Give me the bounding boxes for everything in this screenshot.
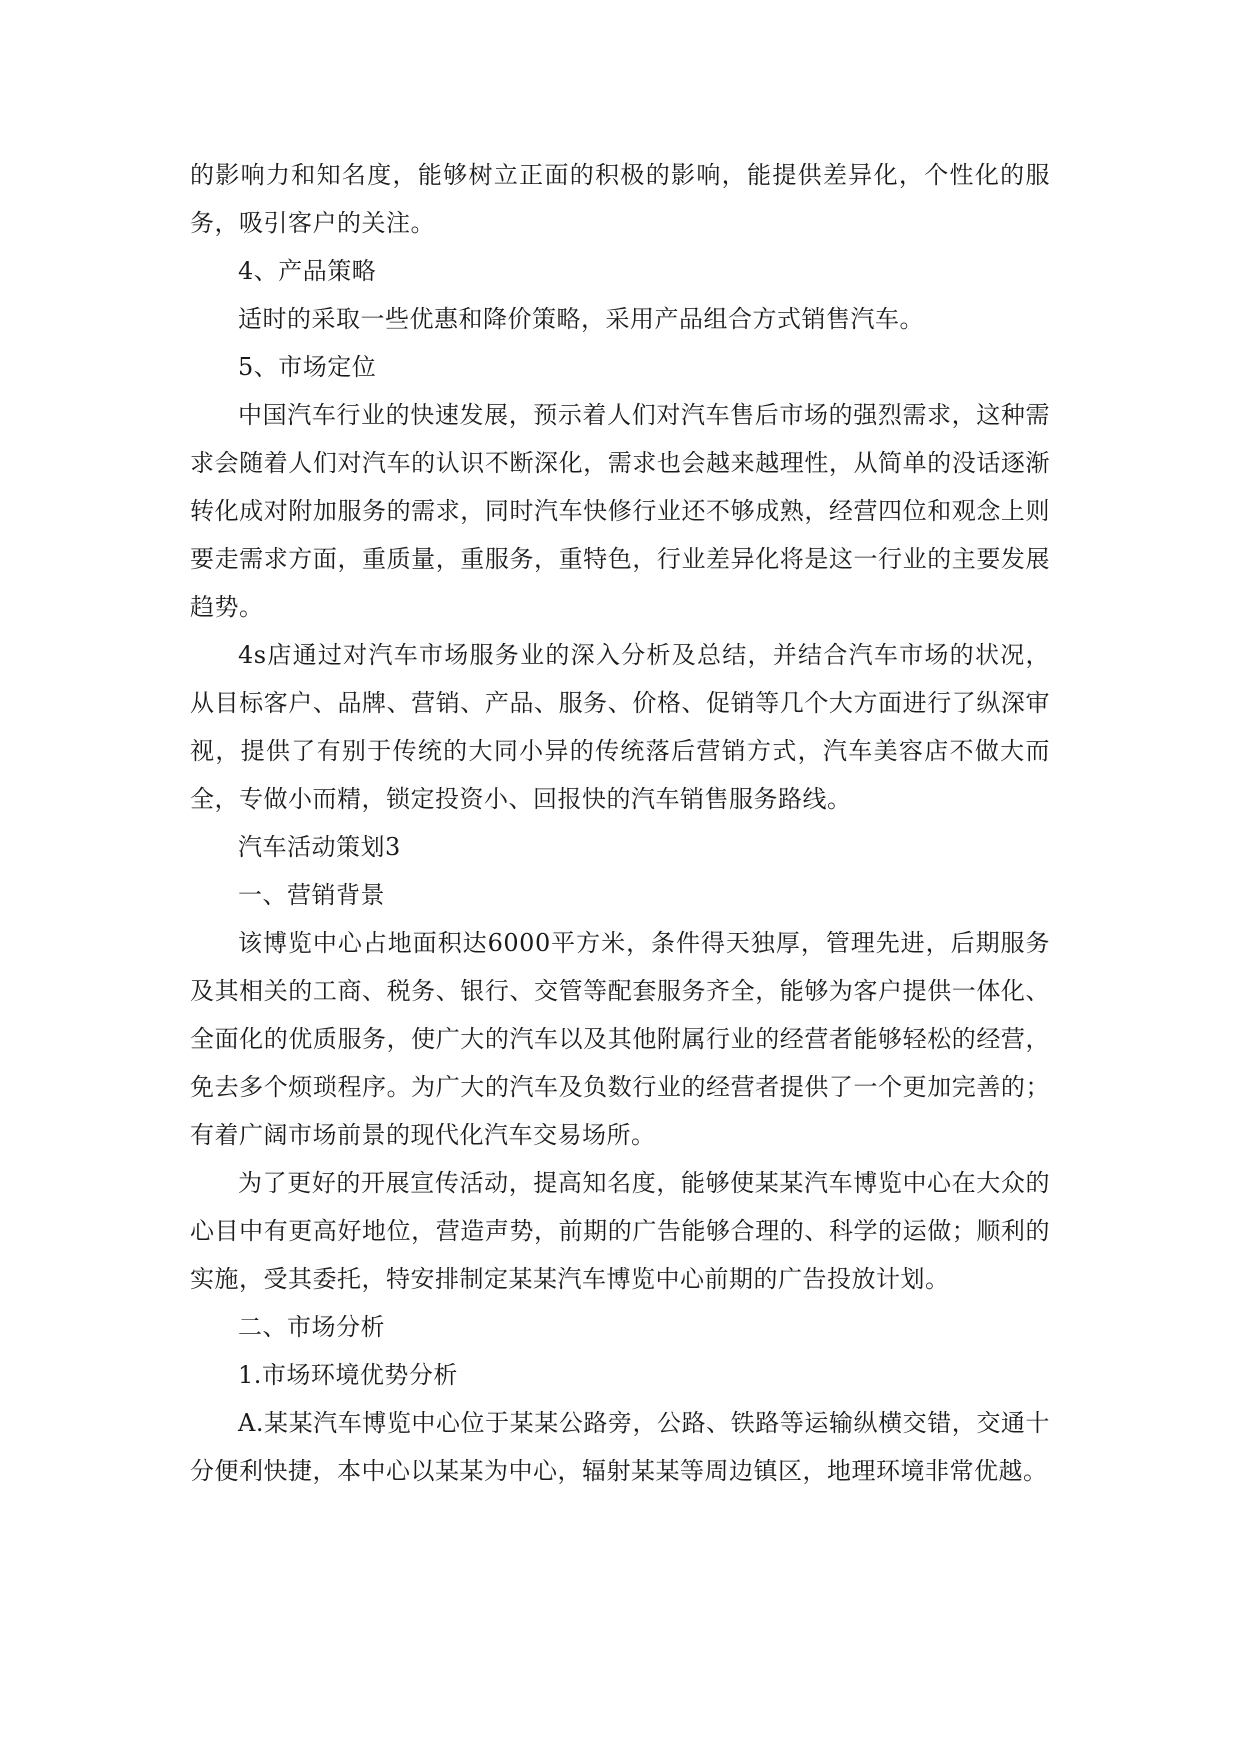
paragraph-expo-center: 该博览中心占地面积达6000平方米，条件得天独厚，管理先进，后期服务及其相关的工商、税务、银行、交管等配套服务齐全，能够为客户提供一体化、全面化的优质服务，使广大的汽车以及其他附属行业的经营者能够轻松的经营，免去多个烦琐程序。为广大的汽车及负数行业的经营者提供了一个更加完善的；有着广阔市场前景的现代化汽车交易场所。 <box>190 929 1050 1149</box>
section-title-plan-3: 汽车活动策划3 <box>238 833 401 861</box>
heading-market-analysis: 二、市场分析 <box>238 1313 385 1341</box>
paragraph-4s-store: 4s店通过对汽车市场服务业的深入分析及总结，并结合汽车市场的状况，从目标客户、品牌、营销、产品、服务、价格、促销等几个大方面进行了纵深审视，提供了有别于传统的大同小异的传统落后营销方式，汽车美容店不做大而全，专做小而精，锁定投资小、回报快的汽车销售服务路线。 <box>190 641 1050 813</box>
paragraph-continuation: 的影响力和知名度，能够树立正面的积极的影响，能提供差异化，个性化的服务，吸引客户的关注。 <box>190 161 1050 237</box>
heading-marketing-background: 一、营销背景 <box>238 881 385 909</box>
paragraph-promotion: 为了更好的开展宣传活动，提高知名度，能够使某某汽车博览中心在大众的心目中有更高好地位，营造声势，前期的广告能够合理的、科学的运做；顺利的实施，受其委托，特安排制定某某汽车博览中心前期的广告投放计划。 <box>190 1169 1050 1293</box>
paragraph-product-strategy: 适时的采取一些优惠和降价策略，采用产品组合方式销售汽车。 <box>238 305 924 333</box>
paragraph-location: A.某某汽车博览中心位于某某公路旁，公路、铁路等运输纵横交错，交通十分便利快捷，本中心以某某为中心，辐射某某等周边镇区，地理环境非常优越。 <box>190 1409 1050 1485</box>
heading-product-strategy: 4、产品策略 <box>238 257 377 285</box>
paragraph-market-positioning: 中国汽车行业的快速发展，预示着人们对汽车售后市场的强烈需求，这种需求会随着人们对汽车的认识不断深化，需求也会越来越理性，从简单的没话逐渐转化成对附加服务的需求，同时汽车快修行业还不够成熟，经营四位和观念上则要走需求方面，重质量，重服务，重特色，行业差异化将是这一行业的主要发展趋势。 <box>190 401 1050 621</box>
heading-market-positioning: 5、市场定位 <box>238 353 377 381</box>
heading-environment-analysis: 1.市场环境优势分析 <box>238 1361 458 1389</box>
document-body <box>190 151 1050 1495</box>
